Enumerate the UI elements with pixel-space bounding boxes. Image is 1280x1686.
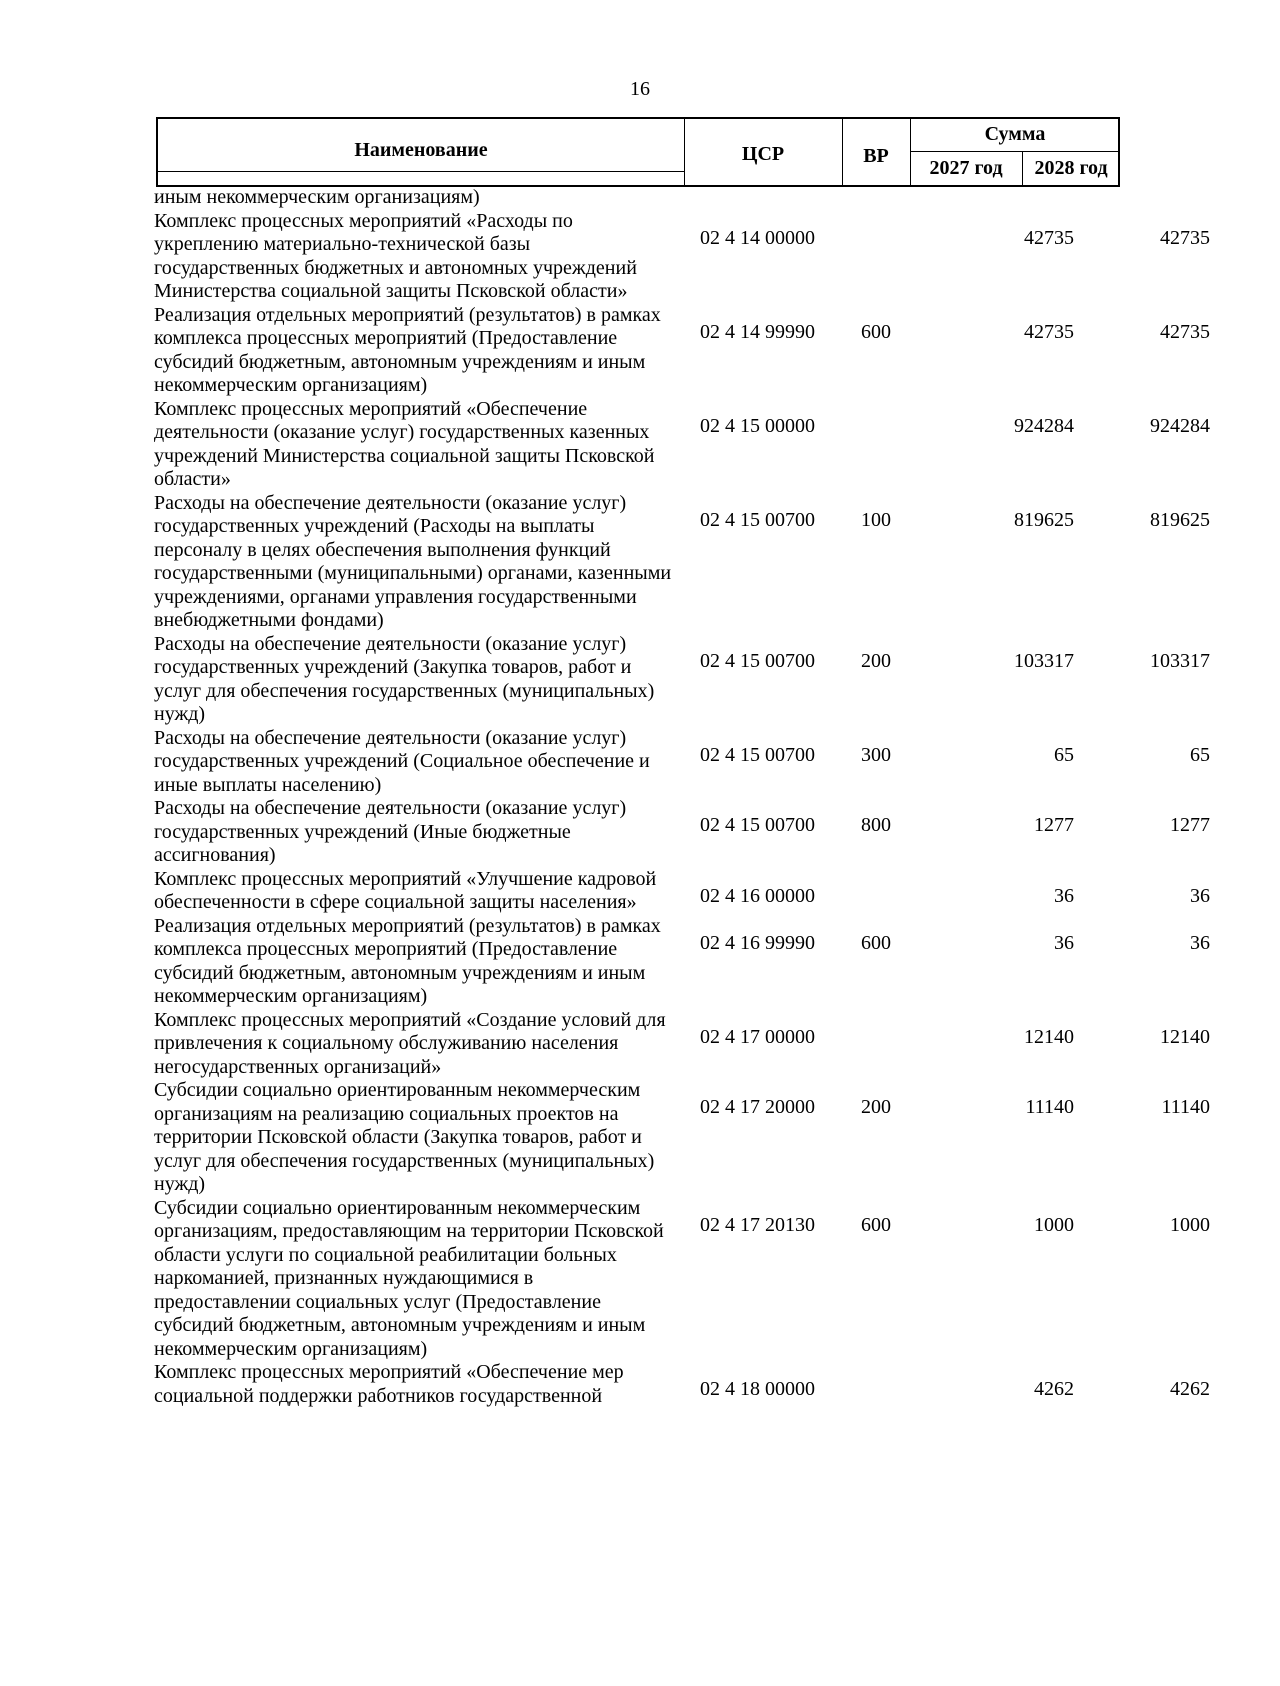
header-vr: ВР: [863, 145, 889, 167]
row-sum-2028: 42735: [1160, 320, 1210, 343]
row-sum-2028: 4262: [1170, 1378, 1210, 1400]
row-name: Субсидии социально ориентированным некоммерческим организациям на реализацию социальных проектов на территории Псковской области (Закупка товаров, работ и услуг для обеспечения государственных (муниципальных) нужд): [154, 1079, 655, 1195]
header-sum: Сумма: [984, 123, 1046, 145]
row-sum-2028: 36: [1190, 884, 1210, 907]
table-row: [154, 726, 1210, 798]
row-vr: 100: [861, 508, 891, 531]
row-sum-2027: 42735: [1024, 226, 1074, 249]
row-vr: 200: [861, 1096, 891, 1118]
row-csr: 02 4 15 00700: [700, 814, 815, 836]
row-vr: 600: [861, 1213, 891, 1236]
row-name: Субсидии социально ориентированным некоммерческим организациям, предоставляющим на территории Псковской области услуги по социальной реабилитации больных наркоманией, признанных нуждающимися в предоставлении социальных услуг (Предоставление субсидий бюджетным, автономным учреждениям и иным некоммерческим организациям): [154, 1196, 664, 1360]
row-sum-2027: 42735: [1024, 320, 1074, 343]
header-year-2028: 2028 год: [1034, 157, 1108, 179]
row-csr: 02 4 16 99990: [700, 931, 815, 954]
row-csr: 02 4 18 00000: [700, 1378, 815, 1400]
row-csr: 02 4 14 99990: [700, 320, 815, 343]
table-row: [154, 867, 1210, 915]
row-csr: 02 4 17 20130: [700, 1213, 815, 1236]
row-vr: 600: [861, 320, 891, 343]
row-name: Комплекс процессных мероприятий «Расходы по укреплению материально-технической базы государственных бюджетных и автономных учреждений Министерства социальной защиты Псковской области»: [154, 209, 637, 302]
row-sum-2027: 36: [1054, 931, 1074, 954]
row-sum-2028: 65: [1190, 743, 1210, 766]
row-sum-2028: 11140: [1161, 1096, 1210, 1118]
row-name: иным некоммерческим организациям): [154, 186, 480, 208]
row-sum-2027: 4262: [1034, 1378, 1074, 1400]
header-year-2027: 2027 год: [929, 157, 1003, 179]
row-csr: 02 4 14 00000: [700, 226, 815, 249]
header-divider: [910, 151, 1118, 152]
table-row: [154, 1008, 1210, 1080]
table-header: [156, 117, 1120, 187]
table-row: [154, 186, 1120, 210]
row-sum-2027: 12140: [1024, 1025, 1074, 1048]
row-sum-2028: 103317: [1150, 649, 1210, 672]
row-name: Комплекс процессных мероприятий «Улучшение кадровой обеспеченности в сфере социальной защиты населения»: [154, 867, 657, 913]
row-csr: 02 4 15 00700: [700, 649, 815, 672]
row-sum-2027: 1000: [1034, 1213, 1074, 1236]
table-row: [154, 491, 1210, 633]
row-name: Реализация отдельных мероприятий (результатов) в рамках комплекса процессных мероприятий (Предоставление субсидий бюджетным, автономным учреждениям и иным некоммерческим организациям): [154, 914, 661, 1007]
row-csr: 02 4 15 00000: [700, 414, 815, 437]
page-number: 16: [630, 78, 650, 100]
row-sum-2027: 65: [1054, 743, 1074, 766]
row-name: Расходы на обеспечение деятельности (оказание услуг) государственных учреждений (Социальное обеспечение и иные выплаты населению): [154, 726, 650, 796]
row-sum-2028: 12140: [1160, 1025, 1210, 1048]
row-vr: 600: [861, 931, 891, 954]
row-csr: 02 4 15 00700: [700, 743, 815, 766]
table-row: [154, 1079, 1210, 1197]
row-sum-2028: 924284: [1150, 414, 1210, 437]
table-row: [154, 1361, 1210, 1408]
row-sum-2028: 819625: [1150, 508, 1210, 531]
row-csr: 02 4 17 00000: [700, 1025, 815, 1048]
table-row: [154, 303, 1210, 398]
row-sum-2027: 103317: [1014, 649, 1074, 672]
header-divider: [158, 171, 684, 172]
row-sum-2028: 36: [1190, 931, 1210, 954]
row-csr: 02 4 15 00700: [700, 508, 815, 531]
row-csr: 02 4 16 00000: [700, 884, 815, 907]
row-sum-2028: 42735: [1160, 226, 1210, 249]
row-name: Комплекс процессных мероприятий «Обеспечение деятельности (оказание услуг) государственных казенных учреждений Министерства социальной защиты Псковской области»: [154, 397, 655, 490]
table-row: [154, 397, 1210, 492]
row-sum-2027: 11140: [1025, 1096, 1074, 1118]
table-body: [154, 186, 1210, 1408]
row-name: Комплекс процессных мероприятий «Создание условий для привлечения к социальному обслуживанию населения негосударственных организаций»: [154, 1008, 666, 1078]
row-csr: 02 4 17 20000: [700, 1096, 815, 1118]
row-sum-2027: 819625: [1014, 508, 1074, 531]
row-name: Комплекс процессных мероприятий «Обеспечение мер социальной поддержки работников государственной: [154, 1361, 624, 1407]
row-sum-2027: 1277: [1034, 814, 1074, 836]
header-csr: ЦСР: [741, 143, 785, 165]
table-row: [154, 914, 1210, 1009]
row-name: Расходы на обеспечение деятельности (оказание услуг) государственных учреждений (Закупка товаров, работ и услуг для обеспечения государственных (муниципальных) нужд): [154, 632, 655, 725]
row-sum-2028: 1000: [1170, 1213, 1210, 1236]
row-name: Расходы на обеспечение деятельности (оказание услуг) государственных учреждений (Иные бюджетные ассигнования): [154, 797, 627, 866]
row-sum-2027: 36: [1054, 884, 1074, 907]
table-row: [154, 1196, 1210, 1362]
header-name: Наименование: [354, 139, 488, 161]
table-row: [154, 797, 1210, 868]
row-name: Расходы на обеспечение деятельности (оказание услуг) государственных учреждений (Расходы на выплаты персоналу в целях обеспечения выполнения функций государственными (муниципальными) органами, казенными учреждениями, органами управления государственными внебюджетными фондами): [154, 491, 672, 631]
row-sum-2028: 1277: [1170, 814, 1210, 836]
row-vr: 800: [861, 814, 891, 836]
row-name: Реализация отдельных мероприятий (результатов) в рамках комплекса процессных мероприятий (Предоставление субсидий бюджетным, автономным учреждениям и иным некоммерческим организациям): [154, 303, 661, 396]
row-vr: 200: [861, 649, 891, 672]
row-sum-2027: 924284: [1014, 414, 1074, 437]
row-vr: 300: [861, 743, 891, 766]
table-row: [154, 632, 1210, 727]
table-row: [154, 209, 1210, 304]
